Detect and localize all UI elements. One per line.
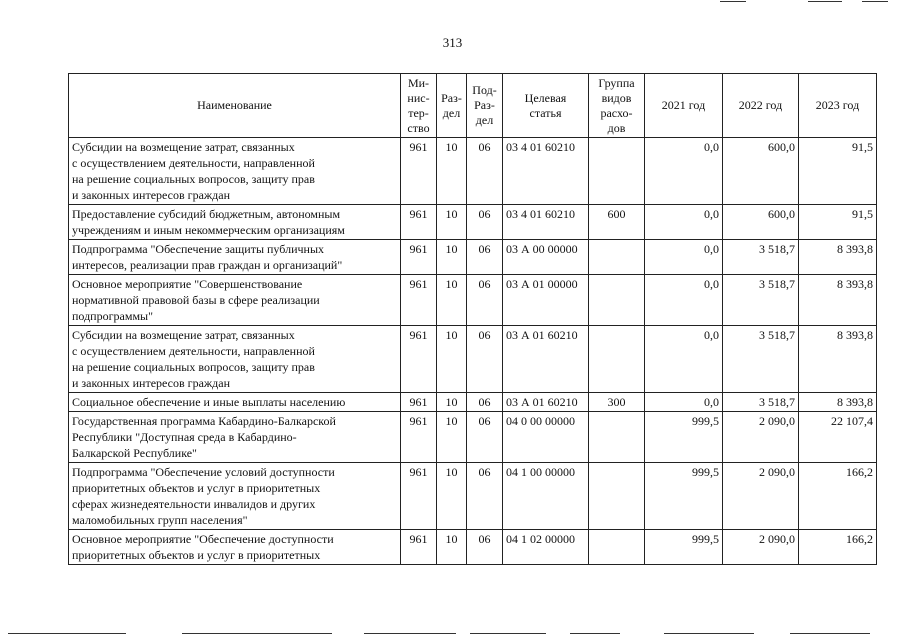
cell-target: 03 А 01 60210 xyxy=(503,326,589,393)
table-body xyxy=(69,138,877,565)
top-rule xyxy=(862,1,888,2)
cell-section: 10 xyxy=(437,530,467,565)
cell-2021: 0,0 xyxy=(645,275,723,326)
cell-2023: 8 393,8 xyxy=(799,240,877,275)
cell-section: 10 xyxy=(437,275,467,326)
page-number: 313 xyxy=(442,35,463,50)
header-name: Наименование xyxy=(69,74,401,138)
cell-section: 10 xyxy=(437,326,467,393)
cell-section: 10 xyxy=(437,463,467,530)
cell-target: 04 0 00 00000 xyxy=(503,412,589,463)
cell-2022: 3 518,7 xyxy=(723,393,799,412)
table-row xyxy=(69,463,877,530)
bottom-rule xyxy=(664,633,754,634)
cell-group xyxy=(589,326,645,393)
table-header-row xyxy=(69,74,877,138)
cell-group xyxy=(589,463,645,530)
cell-2023: 91,5 xyxy=(799,205,877,240)
cell-ministry: 961 xyxy=(401,240,437,275)
table-row xyxy=(69,240,877,275)
cell-section: 10 xyxy=(437,138,467,205)
header-2023: 2023 год xyxy=(799,74,877,138)
cell-group xyxy=(589,530,645,565)
bottom-rule xyxy=(470,633,546,634)
bottom-rule xyxy=(790,633,870,634)
bottom-rule xyxy=(182,633,332,634)
cell-name: Социальное обеспечение и иные выплаты населению xyxy=(69,393,401,412)
cell-target: 03 4 01 60210 xyxy=(503,205,589,240)
cell-ministry: 961 xyxy=(401,412,437,463)
cell-name: Предоставление субсидий бюджетным, автономным учреждениям и иным некоммерческим организациям xyxy=(69,205,401,240)
cell-section: 10 xyxy=(437,412,467,463)
header-target: Целевая статья xyxy=(503,74,589,138)
cell-name: Подпрограмма "Обеспечение защиты публичных интересов, реализации прав граждан и организаций" xyxy=(69,240,401,275)
cell-2021: 999,5 xyxy=(645,463,723,530)
cell-2022: 600,0 xyxy=(723,205,799,240)
cell-subsection: 06 xyxy=(467,205,503,240)
table-row xyxy=(69,275,877,326)
cell-name: Основное мероприятие "Совершенствование нормативной правовой базы в сфере реализации подпрограммы" xyxy=(69,275,401,326)
budget-table xyxy=(68,73,877,565)
cell-subsection: 06 xyxy=(467,275,503,326)
cell-2022: 3 518,7 xyxy=(723,326,799,393)
cell-2021: 999,5 xyxy=(645,530,723,565)
cell-name: Основное мероприятие "Обеспечение доступности приоритетных объектов и услуг в приоритетных xyxy=(69,530,401,565)
bottom-rule xyxy=(364,633,456,634)
cell-2022: 600,0 xyxy=(723,138,799,205)
cell-2021: 0,0 xyxy=(645,326,723,393)
cell-2022: 2 090,0 xyxy=(723,463,799,530)
header-ministry: Ми- нис- тер- ство xyxy=(401,74,437,138)
cell-2022: 2 090,0 xyxy=(723,412,799,463)
cell-target: 04 1 02 00000 xyxy=(503,530,589,565)
header-2022: 2022 год xyxy=(723,74,799,138)
cell-section: 10 xyxy=(437,393,467,412)
cell-2022: 2 090,0 xyxy=(723,530,799,565)
top-rule xyxy=(808,1,842,2)
cell-subsection: 06 xyxy=(467,393,503,412)
cell-ministry: 961 xyxy=(401,326,437,393)
bottom-rule xyxy=(570,633,620,634)
cell-subsection: 06 xyxy=(467,530,503,565)
bottom-rule xyxy=(8,633,126,634)
cell-target: 03 А 01 60210 xyxy=(503,393,589,412)
cell-group xyxy=(589,240,645,275)
cell-2021: 0,0 xyxy=(645,205,723,240)
cell-2021: 0,0 xyxy=(645,393,723,412)
table-row xyxy=(69,530,877,565)
cell-group xyxy=(589,412,645,463)
cell-ministry: 961 xyxy=(401,530,437,565)
cell-ministry: 961 xyxy=(401,393,437,412)
cell-target: 04 1 00 00000 xyxy=(503,463,589,530)
table-row xyxy=(69,205,877,240)
cell-group: 300 xyxy=(589,393,645,412)
cell-2021: 999,5 xyxy=(645,412,723,463)
top-rule xyxy=(720,1,746,2)
cell-subsection: 06 xyxy=(467,463,503,530)
cell-section: 10 xyxy=(437,205,467,240)
header-section: Раз- дел xyxy=(437,74,467,138)
cell-name: Государственная программа Кабардино-Балкарской Республики "Доступная среда в Кабардино- Балкарской Республике" xyxy=(69,412,401,463)
cell-ministry: 961 xyxy=(401,138,437,205)
table-row xyxy=(69,138,877,205)
cell-2023: 166,2 xyxy=(799,463,877,530)
cell-2021: 0,0 xyxy=(645,138,723,205)
cell-group: 600 xyxy=(589,205,645,240)
cell-subsection: 06 xyxy=(467,326,503,393)
cell-2023: 8 393,8 xyxy=(799,326,877,393)
cell-2022: 3 518,7 xyxy=(723,240,799,275)
cell-subsection: 06 xyxy=(467,240,503,275)
cell-2023: 166,2 xyxy=(799,530,877,565)
cell-2023: 8 393,8 xyxy=(799,275,877,326)
table-row xyxy=(69,412,877,463)
cell-target: 03 А 01 00000 xyxy=(503,275,589,326)
cell-2023: 8 393,8 xyxy=(799,393,877,412)
cell-name: Подпрограмма "Обеспечение условий доступности приоритетных объектов и услуг в приоритетных сферах жизнедеятельности инвалидов и других маломобильных групп населения" xyxy=(69,463,401,530)
cell-target: 03 А 00 00000 xyxy=(503,240,589,275)
cell-2022: 3 518,7 xyxy=(723,275,799,326)
cell-ministry: 961 xyxy=(401,205,437,240)
cell-subsection: 06 xyxy=(467,138,503,205)
cell-group xyxy=(589,275,645,326)
table-row xyxy=(69,326,877,393)
cell-name: Субсидии на возмещение затрат, связанных с осуществлением деятельности, направленной на решение социальных вопросов, защиту прав и законных интересов граждан xyxy=(69,326,401,393)
cell-group xyxy=(589,138,645,205)
cell-section: 10 xyxy=(437,240,467,275)
cell-2023: 91,5 xyxy=(799,138,877,205)
table-row xyxy=(69,393,877,412)
header-2021: 2021 год xyxy=(645,74,723,138)
cell-name: Субсидии на возмещение затрат, связанных с осуществлением деятельности, направленной на решение социальных вопросов, защиту прав и законных интересов граждан xyxy=(69,138,401,205)
cell-2023: 22 107,4 xyxy=(799,412,877,463)
cell-subsection: 06 xyxy=(467,412,503,463)
cell-2021: 0,0 xyxy=(645,240,723,275)
cell-target: 03 4 01 60210 xyxy=(503,138,589,205)
header-subsection: Под- Раз- дел xyxy=(467,74,503,138)
cell-ministry: 961 xyxy=(401,463,437,530)
header-group: Группа видов расхо- дов xyxy=(589,74,645,138)
cell-ministry: 961 xyxy=(401,275,437,326)
